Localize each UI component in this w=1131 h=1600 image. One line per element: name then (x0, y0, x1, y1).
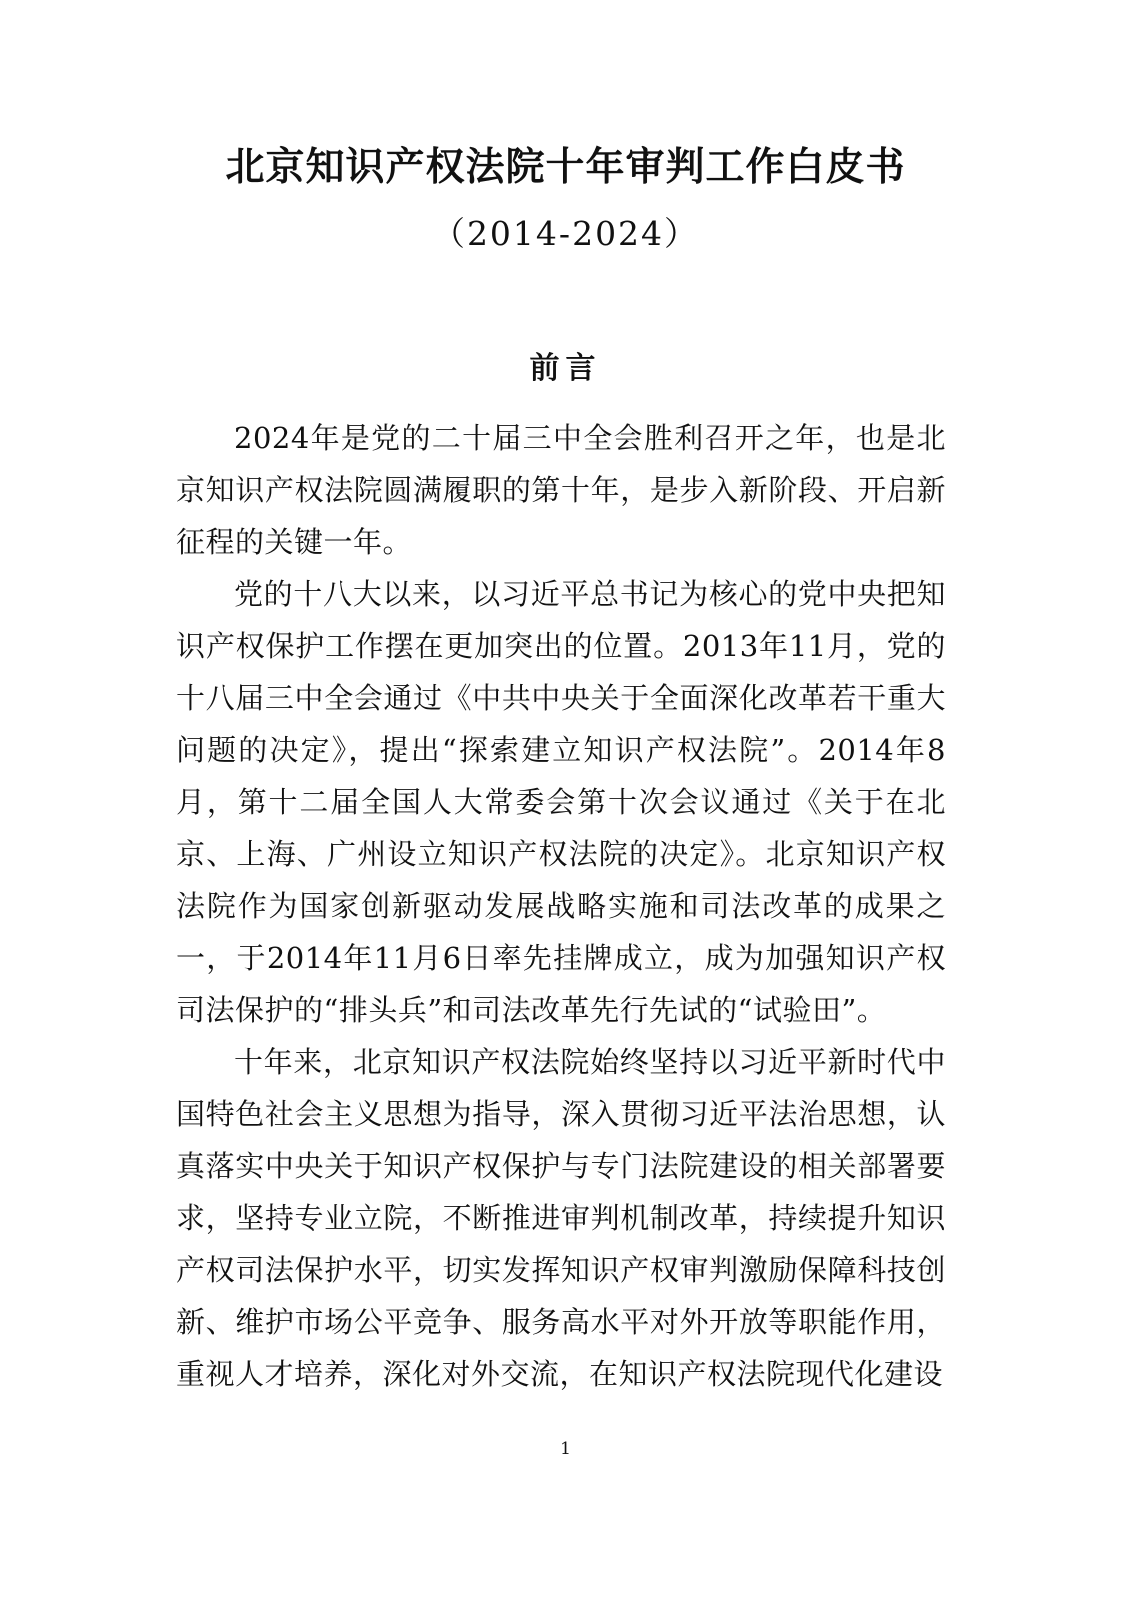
document-subtitle: （2014-2024） (431, 214, 700, 253)
page-number: 1 (560, 1439, 571, 1459)
body-text (176, 412, 946, 1400)
paragraph-3: 十年来，北京知识产权法院始终坚持以习近平新时代中国特色社会主义思想为指导，深入贯彻习近平法治思想，认真落实中央关于知识产权保护与专门法院建设的相关部署要求，坚持专业立院，不断推进审判机制改革，持续提升知识产权司法保护水平，切实发挥知识产权审判激励保障科技创新、维护市场公平竞争、服务高水平对外开放等职能作用，重视人才培养，深化对外交流，在知识产权法院现代化建设 (176, 1045, 946, 1391)
document-title: 北京知识产权法院十年审判工作白皮书 (225, 144, 906, 190)
paragraph-2: 党的十八大以来，以习近平总书记为核心的党中央把知识产权保护工作摆在更加突出的位置。2013年11月，党的十八届三中全会通过《中共中央关于全面深化改革若干重大问题的决定》，提出“探索建立知识产权法院”。2014年8月，第十二届全国人大常委会第十次会议通过《关于在北京、上海、广州设立知识产权法院的决定》。北京知识产权法院作为国家创新驱动发展战略实施和司法改革的成果之一，于2014年11月6日率先挂牌成立，成为加强知识产权司法保护的“排头兵”和司法改革先行先试的“试验田”。 (176, 577, 946, 1027)
paragraph-1: 2024年是党的二十届三中全会胜利召开之年，也是北京知识产权法院圆满履职的第十年，是步入新阶段、开启新征程的关键一年。 (176, 421, 946, 559)
section-heading: 前言 (529, 351, 602, 386)
